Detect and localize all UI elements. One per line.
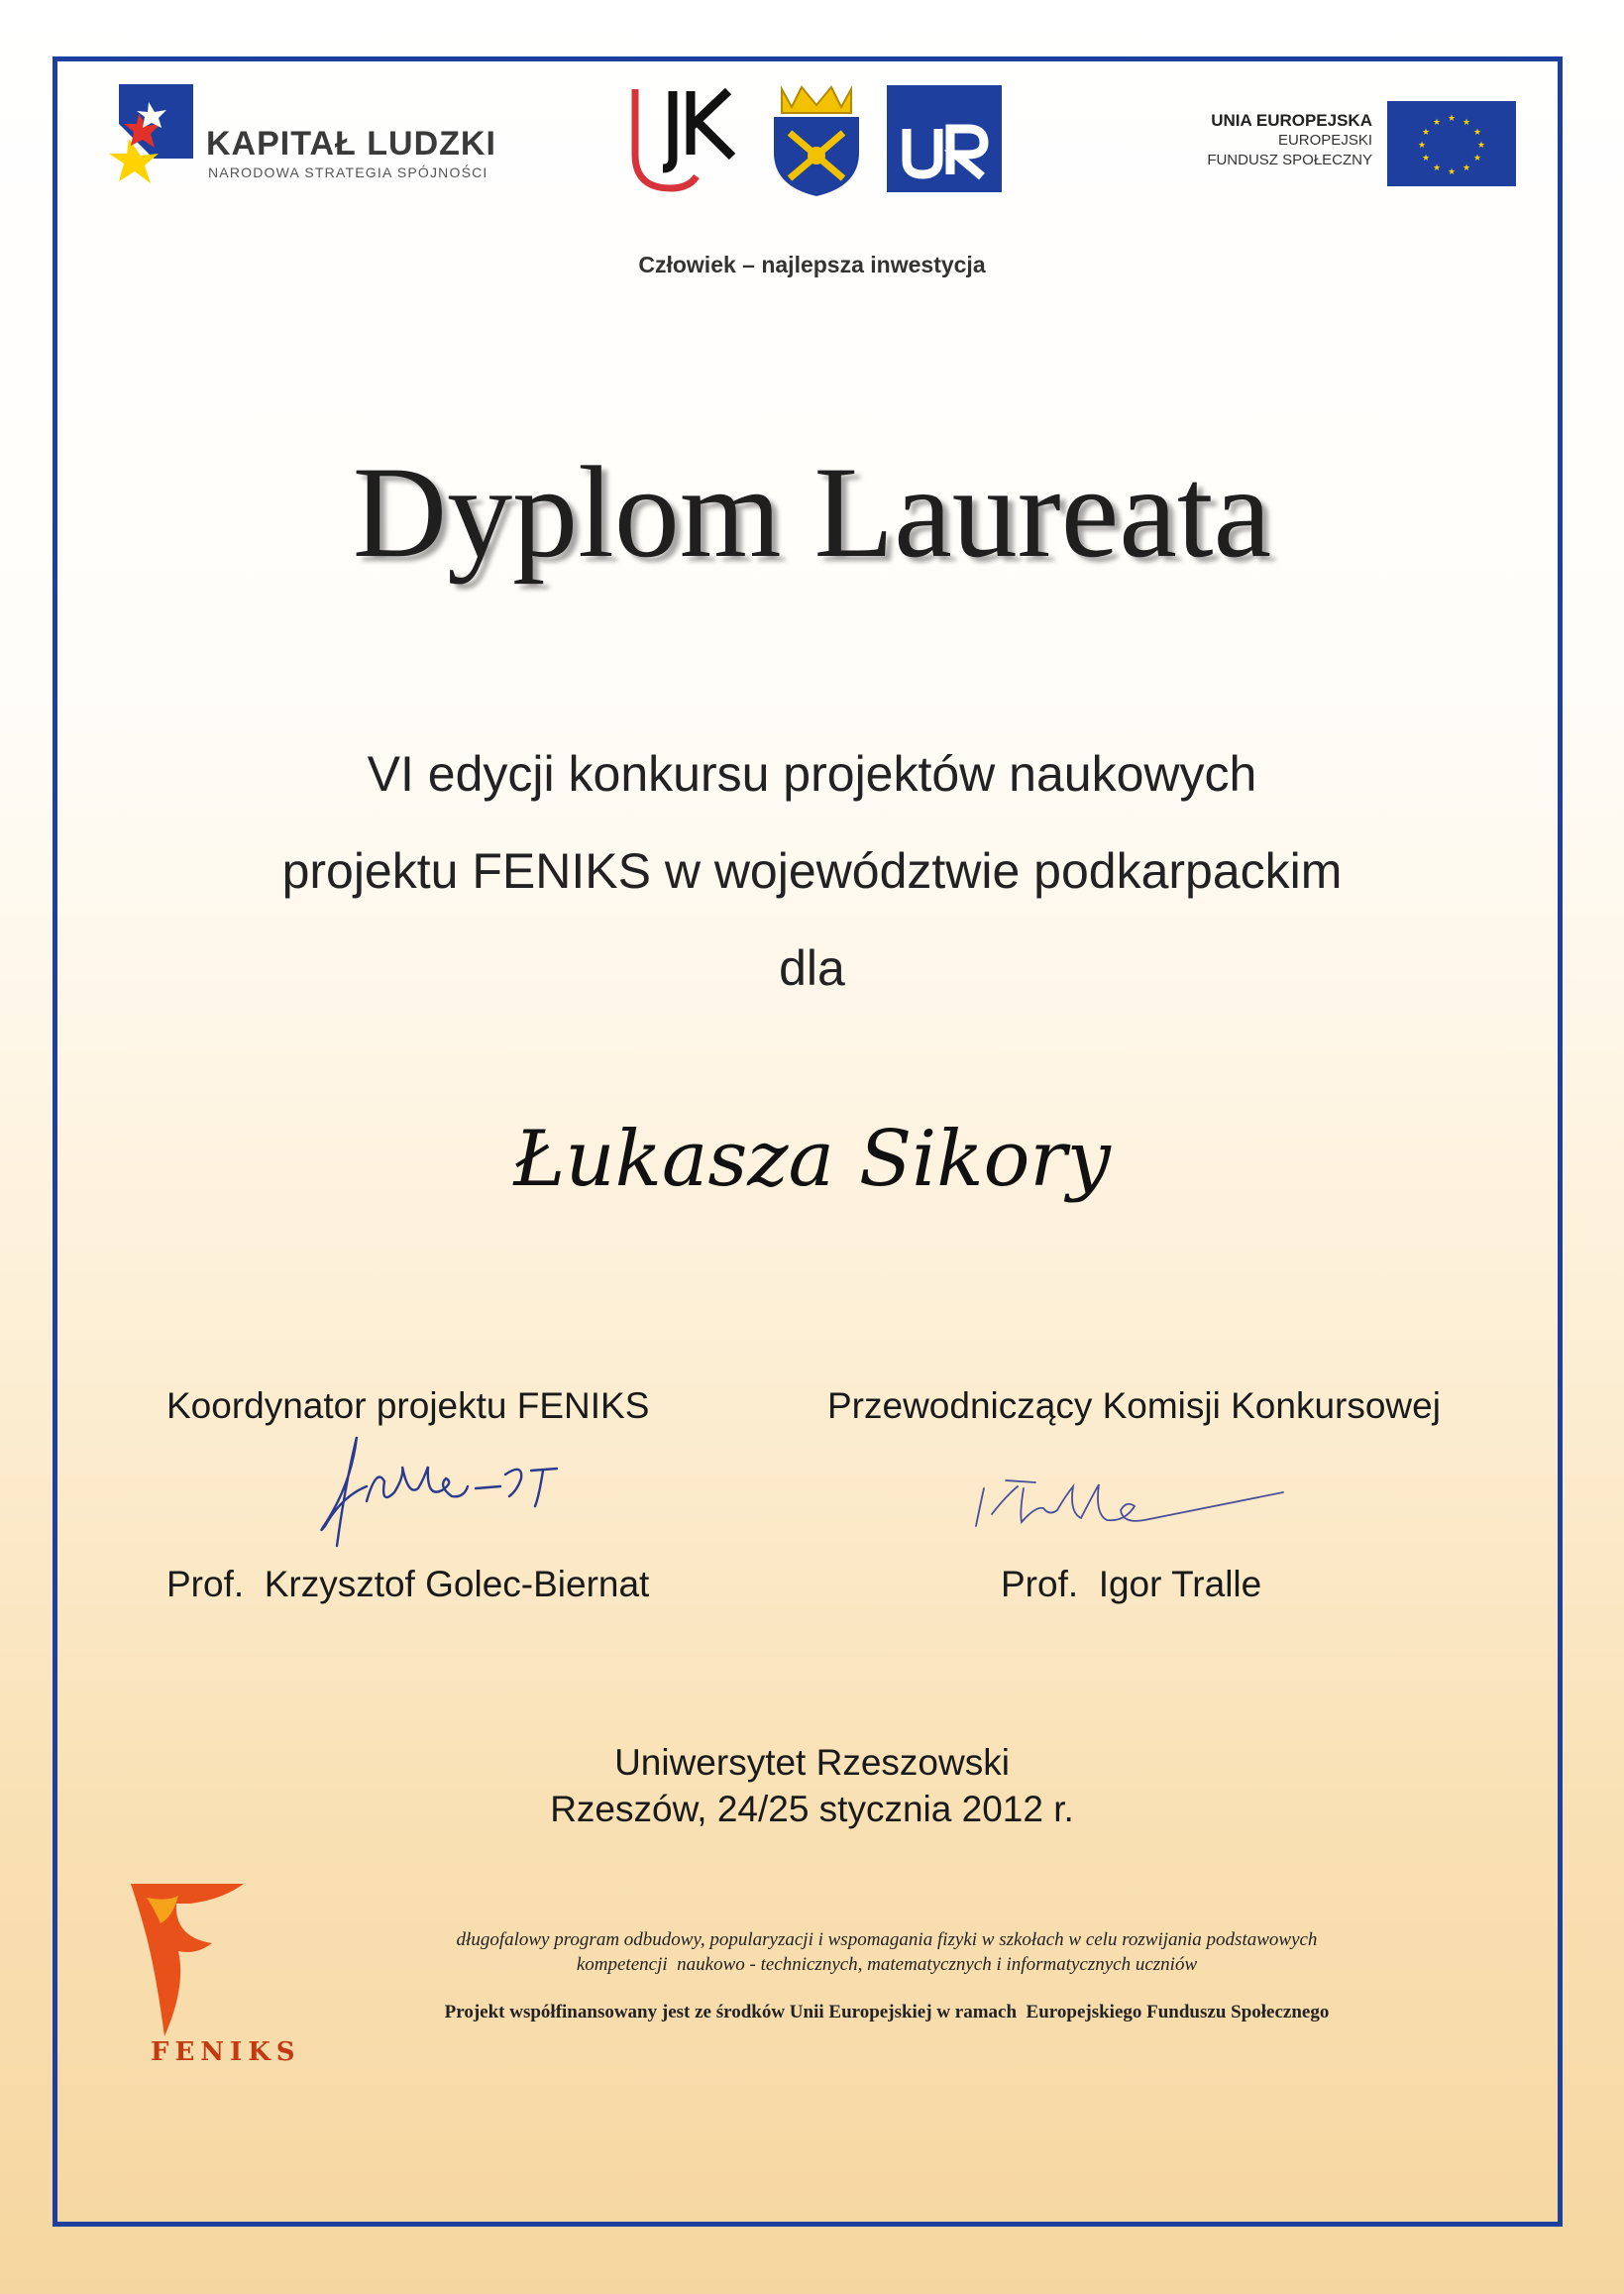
kapital-ludzki-title: KAPITAŁ LUDZKI <box>206 125 496 163</box>
svg-text:★: ★ <box>1462 118 1471 128</box>
diploma-title: Dyplom Laureata <box>352 439 1272 585</box>
kapital-ludzki-logo <box>99 84 193 183</box>
signatory-left-title: Koordynator projektu FENIKS <box>166 1385 650 1426</box>
issuer-block <box>0 1739 1624 1832</box>
eu-fund-line1: EUROPEJSKI <box>1277 132 1372 149</box>
body-line-2: projektu FENIKS w województwie podkarpackim <box>281 843 1343 899</box>
kapital-ludzki-subtitle: NARODOWA STRATEGIA SPÓJNOŚCI <box>208 164 488 180</box>
signature-left <box>297 1427 624 1556</box>
svg-text:★: ★ <box>1472 128 1482 138</box>
svg-text:★: ★ <box>1421 154 1431 164</box>
ur-logo <box>887 85 1002 192</box>
body-line-3: dla <box>779 940 845 996</box>
program-line-2: kompetencji naukowo - technicznych, matematycznych i informatycznych uczniów <box>576 1954 1198 1975</box>
cofinance-note: Projekt współfinansowany jest ze środków Unii Europejskiej w ramach Europejskiego Funduszu Społecznego <box>444 2002 1330 2022</box>
svg-text:★: ★ <box>1462 164 1471 173</box>
signatory-right-name: Prof. Igor Tralle <box>1001 1564 1262 1604</box>
signature-right <box>966 1467 1293 1546</box>
svg-text:★: ★ <box>1417 141 1427 151</box>
body-line-1: VI edycji konkursu projektów naukowych <box>367 746 1257 802</box>
eu-flag-icon <box>1387 101 1516 186</box>
program-line-1: długofalowy program odbudowy, popularyzacji i wspomagania fizyki w szkołach w celu rozwijania podstawowych <box>456 1929 1318 1950</box>
feniks-wordmark: FENIKS <box>151 2037 301 2067</box>
recipient-name: Łukasza Sikory <box>513 1115 1111 1204</box>
svg-text:★: ★ <box>1447 114 1457 124</box>
place-date: Rzeszów, 24/25 stycznia 2012 r. <box>550 1789 1074 1829</box>
signatory-left-name: Prof. Krzysztof Golec-Biernat <box>166 1564 650 1604</box>
program-description <box>327 1927 1447 1977</box>
eu-fund-line2: FUNDUSZ SPOŁECZNY <box>1207 152 1372 168</box>
eu-name: UNIA EUROPEJSKA <box>1211 111 1372 130</box>
motto: Człowiek – najlepsza inwestycja <box>638 252 986 277</box>
svg-text:★: ★ <box>1447 167 1457 177</box>
uj-logo <box>629 85 750 192</box>
signatory-right-title: Przewodniczący Komisji Konkursowej <box>827 1385 1441 1426</box>
svg-text:★: ★ <box>1432 118 1442 128</box>
svg-text:★: ★ <box>1421 128 1431 138</box>
university-name: Uniwersytet Rzeszowski <box>614 1742 1010 1783</box>
svg-text:★: ★ <box>1472 154 1482 164</box>
eu-fund-label <box>1154 111 1372 170</box>
svg-text:★: ★ <box>1476 141 1486 151</box>
svg-text:★: ★ <box>1432 164 1442 173</box>
university-crest-icon <box>768 83 865 198</box>
